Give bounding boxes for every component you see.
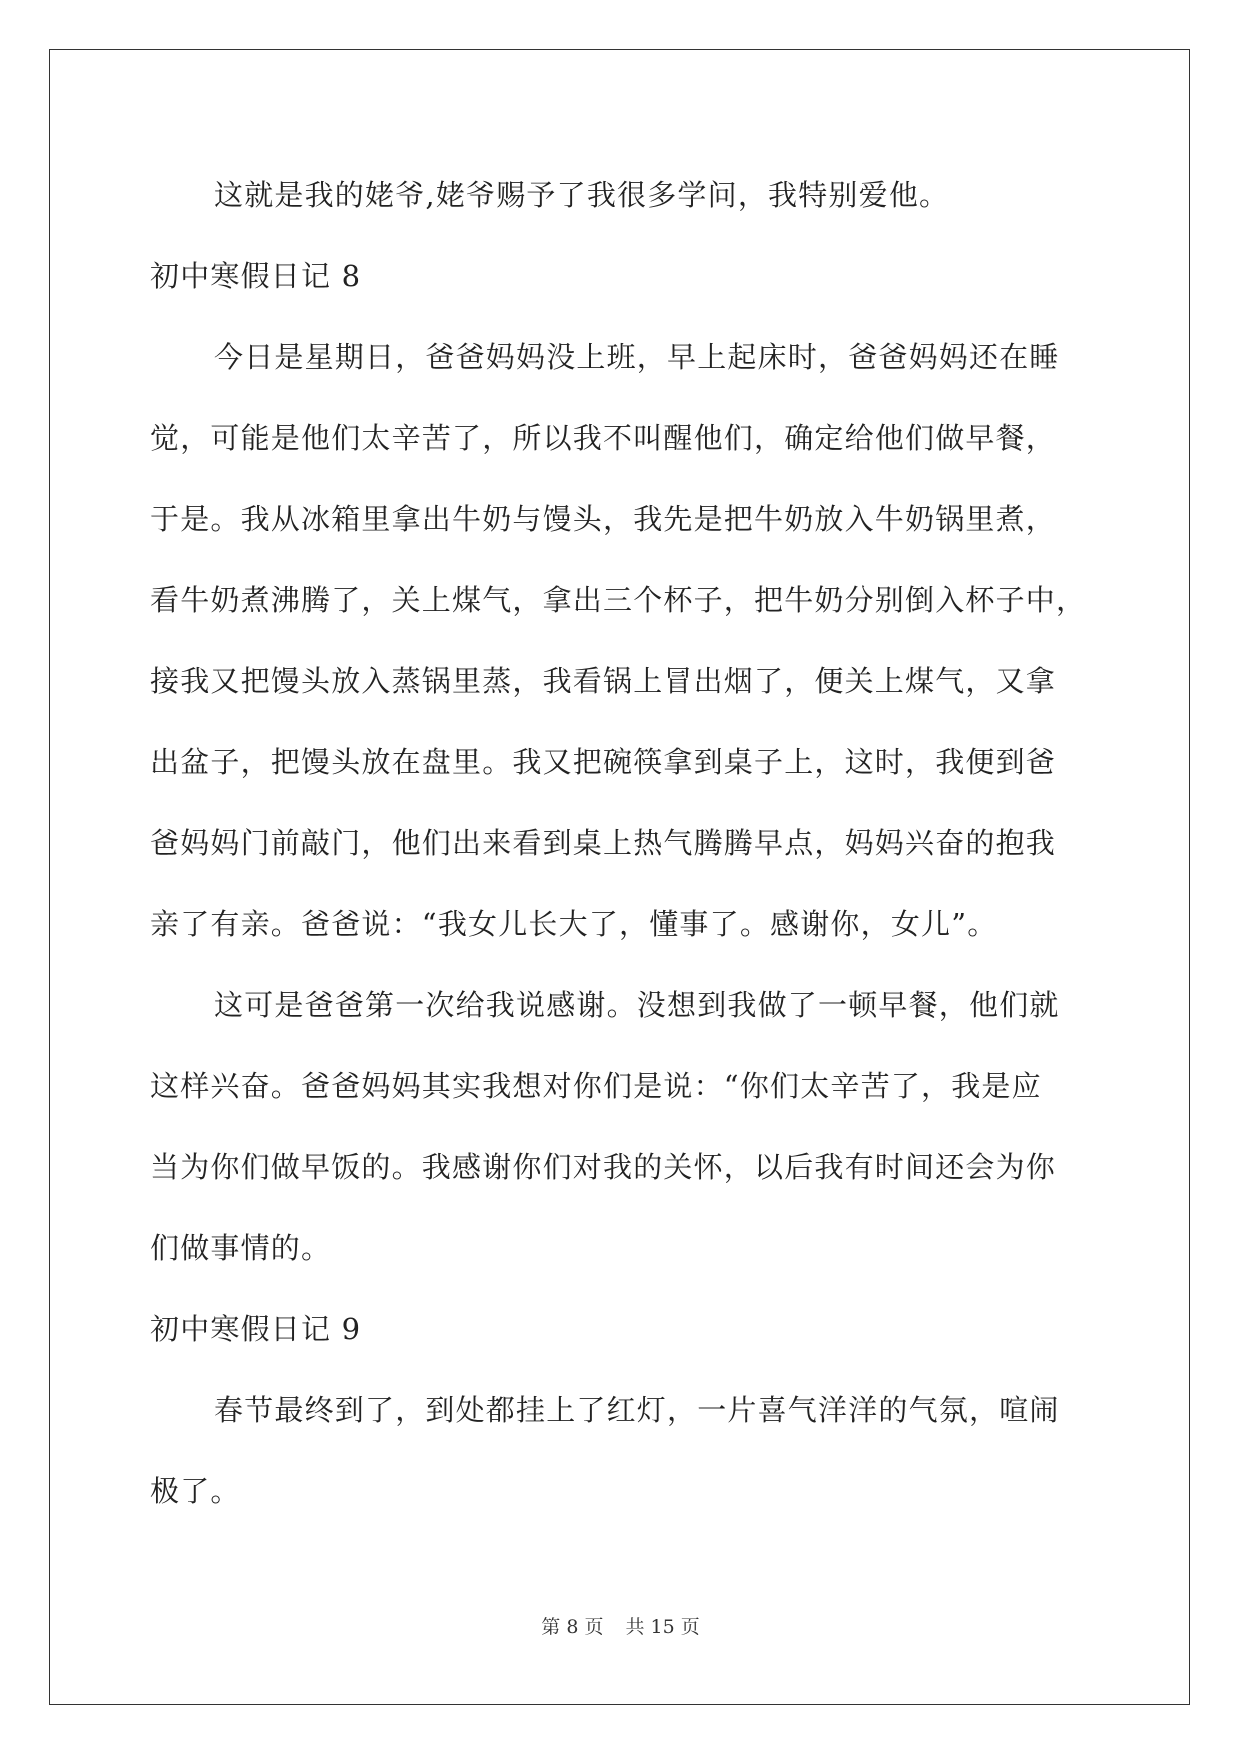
page-total: 共 15 页 <box>625 1616 700 1638</box>
paragraph-line: 觉，可能是他们太辛苦了，所以我不叫醒他们，确定给他们做早餐， <box>150 421 1057 455</box>
paragraph-line: 们做事情的。 <box>150 1231 332 1265</box>
paragraph-line: 爸妈妈门前敲门，他们出来看到桌上热气腾腾早点，妈妈兴奋的抱我 <box>150 826 1057 860</box>
paragraph-line: 这就是我的姥爷,姥爷赐予了我很多学问，我特别爱他。 <box>214 178 950 212</box>
section-heading: 初中寒假日记 8 <box>150 259 362 293</box>
paragraph-line: 今日是星期日，爸爸妈妈没上班，早上起床时，爸爸妈妈还在睡 <box>214 340 1060 374</box>
paragraph-line: 看牛奶煮沸腾了，关上煤气，拿出三个杯子，把牛奶分别倒入杯子中， <box>150 583 1087 617</box>
paragraph-line: 亲了有亲。爸爸说：“我女儿长大了，懂事了。感谢你，女儿”。 <box>150 907 998 941</box>
paragraph-line: 极了。 <box>150 1474 241 1508</box>
paragraph-line: 于是。我从冰箱里拿出牛奶与馒头，我先是把牛奶放入牛奶锅里煮， <box>150 502 1057 536</box>
paragraph-line: 接我又把馒头放入蒸锅里蒸，我看锅上冒出烟了，便关上煤气，又拿 <box>150 664 1057 698</box>
document-body <box>150 155 1096 1532</box>
paragraph-line: 当为你们做早饭的。我感谢你们对我的关怀，以后我有时间还会为你 <box>150 1150 1057 1184</box>
section-heading: 初中寒假日记 9 <box>150 1312 362 1346</box>
paragraph-line: 这样兴奋。爸爸妈妈其实我想对你们是说：“你们太辛苦了，我是应 <box>150 1069 1042 1103</box>
paragraph-line: 春节最终到了，到处都挂上了红灯，一片喜气洋洋的气氛，喧闹 <box>214 1393 1060 1427</box>
page-number: 第 8 页 <box>541 1616 604 1638</box>
paragraph-line: 出盆子，把馒头放在盘里。我又把碗筷拿到桌子上，这时，我便到爸 <box>150 745 1057 779</box>
paragraph-line: 这可是爸爸第一次给我说感谢。没想到我做了一顿早餐，他们就 <box>214 988 1060 1022</box>
page-footer <box>0 1612 1241 1639</box>
